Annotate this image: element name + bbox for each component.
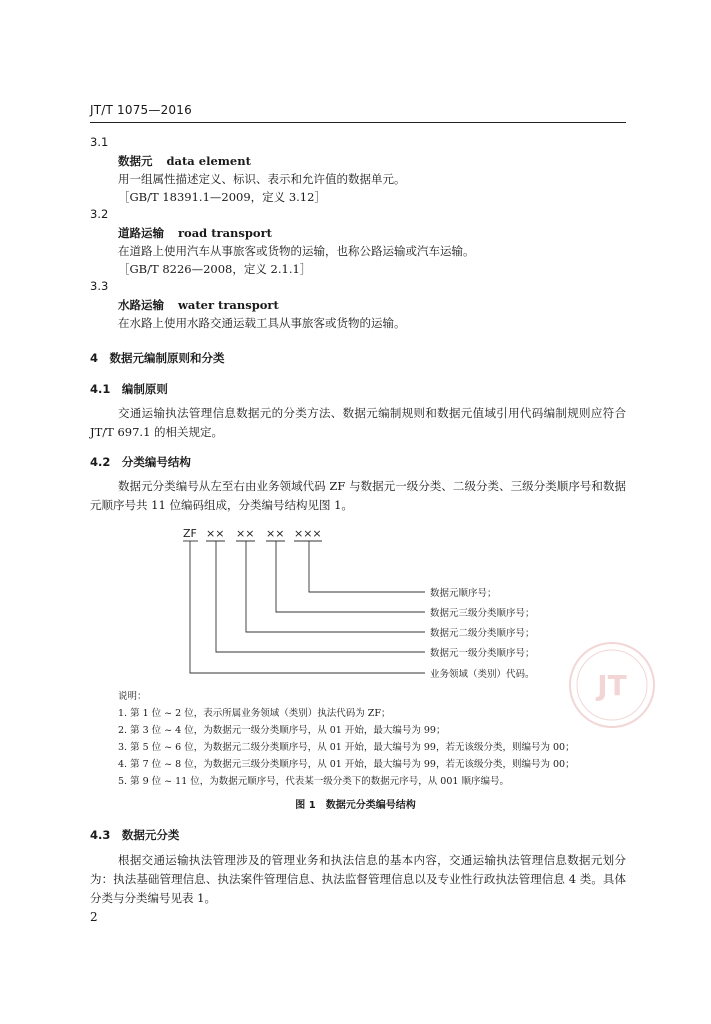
term-definition: 用一组属性描述定义、标识、表示和允许值的数据单元。 xyxy=(118,172,406,186)
jt-watermark-stamp xyxy=(567,640,657,730)
term-3-2 xyxy=(118,225,272,241)
leader-line-element xyxy=(309,541,425,592)
term-definition: 在道路上使用汽车从事旅客或货物的运输，也称公路运输或汽车运输。 xyxy=(118,244,475,258)
header-rule xyxy=(90,122,626,123)
note-item: 5. 第 9 位 ~ 11 位，为数据元顺序号，代表某一级分类下的数据元序号，从 001 顺序编号。 xyxy=(118,776,509,787)
term-source: ［GB/T 18391.1—2009，定义 3.12］ xyxy=(118,190,326,204)
note-item: 2. 第 3 位 ~ 4 位，为数据元一级分类顺序号，从 01 开始，最大编号为 99； xyxy=(118,725,446,736)
term-definition: 在水路上使用水路交通运载工具从事旅客或货物的运输。 xyxy=(118,316,406,330)
leader-line-level2 xyxy=(246,541,425,632)
label-level1-sequence: 数据元一级分类顺序号； xyxy=(430,648,535,659)
page-number: 2 xyxy=(90,910,98,924)
section-4-3-title: 4.3 数据元分类 xyxy=(90,828,180,842)
stamp-text: JT xyxy=(597,669,627,702)
label-level3-sequence: 数据元三级分类顺序号； xyxy=(430,608,535,619)
section-4-1-paragraph: 交通运输执法管理信息数据元的分类方法、数据元编制规则和数据元值域引用代码编制规则应符合 JT/T 697.1 的相关规定。 xyxy=(90,406,626,439)
term-3-1 xyxy=(118,153,251,169)
term-number-3-1: 3.1 xyxy=(90,135,109,149)
code-segment-level2: ×× xyxy=(236,527,255,540)
term-3-3 xyxy=(118,297,279,313)
code-segment-level3: ×× xyxy=(266,527,285,540)
term-zh: 水路运输 xyxy=(118,298,164,312)
notes-title: 说明： xyxy=(118,691,147,702)
standard-code-header: JT/T 1075—2016 xyxy=(90,103,192,117)
term-en: water transport xyxy=(178,298,279,312)
code-segment-element: ××× xyxy=(294,527,322,540)
section-4-1-title: 4.1 编制原则 xyxy=(90,382,168,396)
term-source: ［GB/T 8226—2008，定义 2.1.1］ xyxy=(118,262,312,276)
label-element-sequence: 数据元顺序号； xyxy=(430,588,497,599)
note-item: 3. 第 5 位 ~ 6 位，为数据元二级分类顺序号，从 01 开始，最大编号为 99，若无该级分类，则编号为 00； xyxy=(118,742,575,753)
section-4-3-paragraph: 根据交通运输执法管理涉及的管理业务和执法信息的基本内容，交通运输执法管理信息数据元划分为：执法基础管理信息、执法案件管理信息、执法监督管理信息以及专业性行政执法管理信息 4 类。具体分类与分类编号见表 1。 xyxy=(90,853,626,905)
term-en: data element xyxy=(166,154,251,168)
code-segment-zf: ZF xyxy=(183,527,197,540)
note-item: 4. 第 7 位 ~ 8 位，为数据元三级分类顺序号，从 01 开始，最大编号为 99，若无该级分类，则编号为 00； xyxy=(118,759,575,770)
term-number-3-2: 3.2 xyxy=(90,207,109,221)
figure-caption: 图 1 数据元分类编号结构 xyxy=(295,800,416,811)
note-item: 1. 第 1 位 ~ 2 位，表示所属业务领域（类别）执法代码为 ZF； xyxy=(118,708,391,719)
term-number-3-3: 3.3 xyxy=(90,279,109,293)
leader-line-domain xyxy=(190,541,425,673)
label-domain-code: 业务领域（类别）代码。 xyxy=(430,669,535,680)
term-zh: 道路运输 xyxy=(118,226,164,240)
section-4-title: 4 数据元编制原则和分类 xyxy=(90,351,225,365)
section-4-2-title: 4.2 分类编号结构 xyxy=(90,455,191,469)
label-level2-sequence: 数据元二级分类顺序号； xyxy=(430,628,535,639)
leader-line-level1 xyxy=(216,541,425,652)
term-zh: 数据元 xyxy=(118,154,153,168)
code-segment-level1: ×× xyxy=(206,527,225,540)
term-en: road transport xyxy=(178,226,272,240)
section-4-2-paragraph: 数据元分类编号从左至右由业务领域代码 ZF 与数据元一级分类、二级分类、三级分类顺序号和数据元顺序号共 11 位编码组成，分类编号结构见图 1。 xyxy=(90,479,626,512)
leader-line-level3 xyxy=(276,541,425,612)
